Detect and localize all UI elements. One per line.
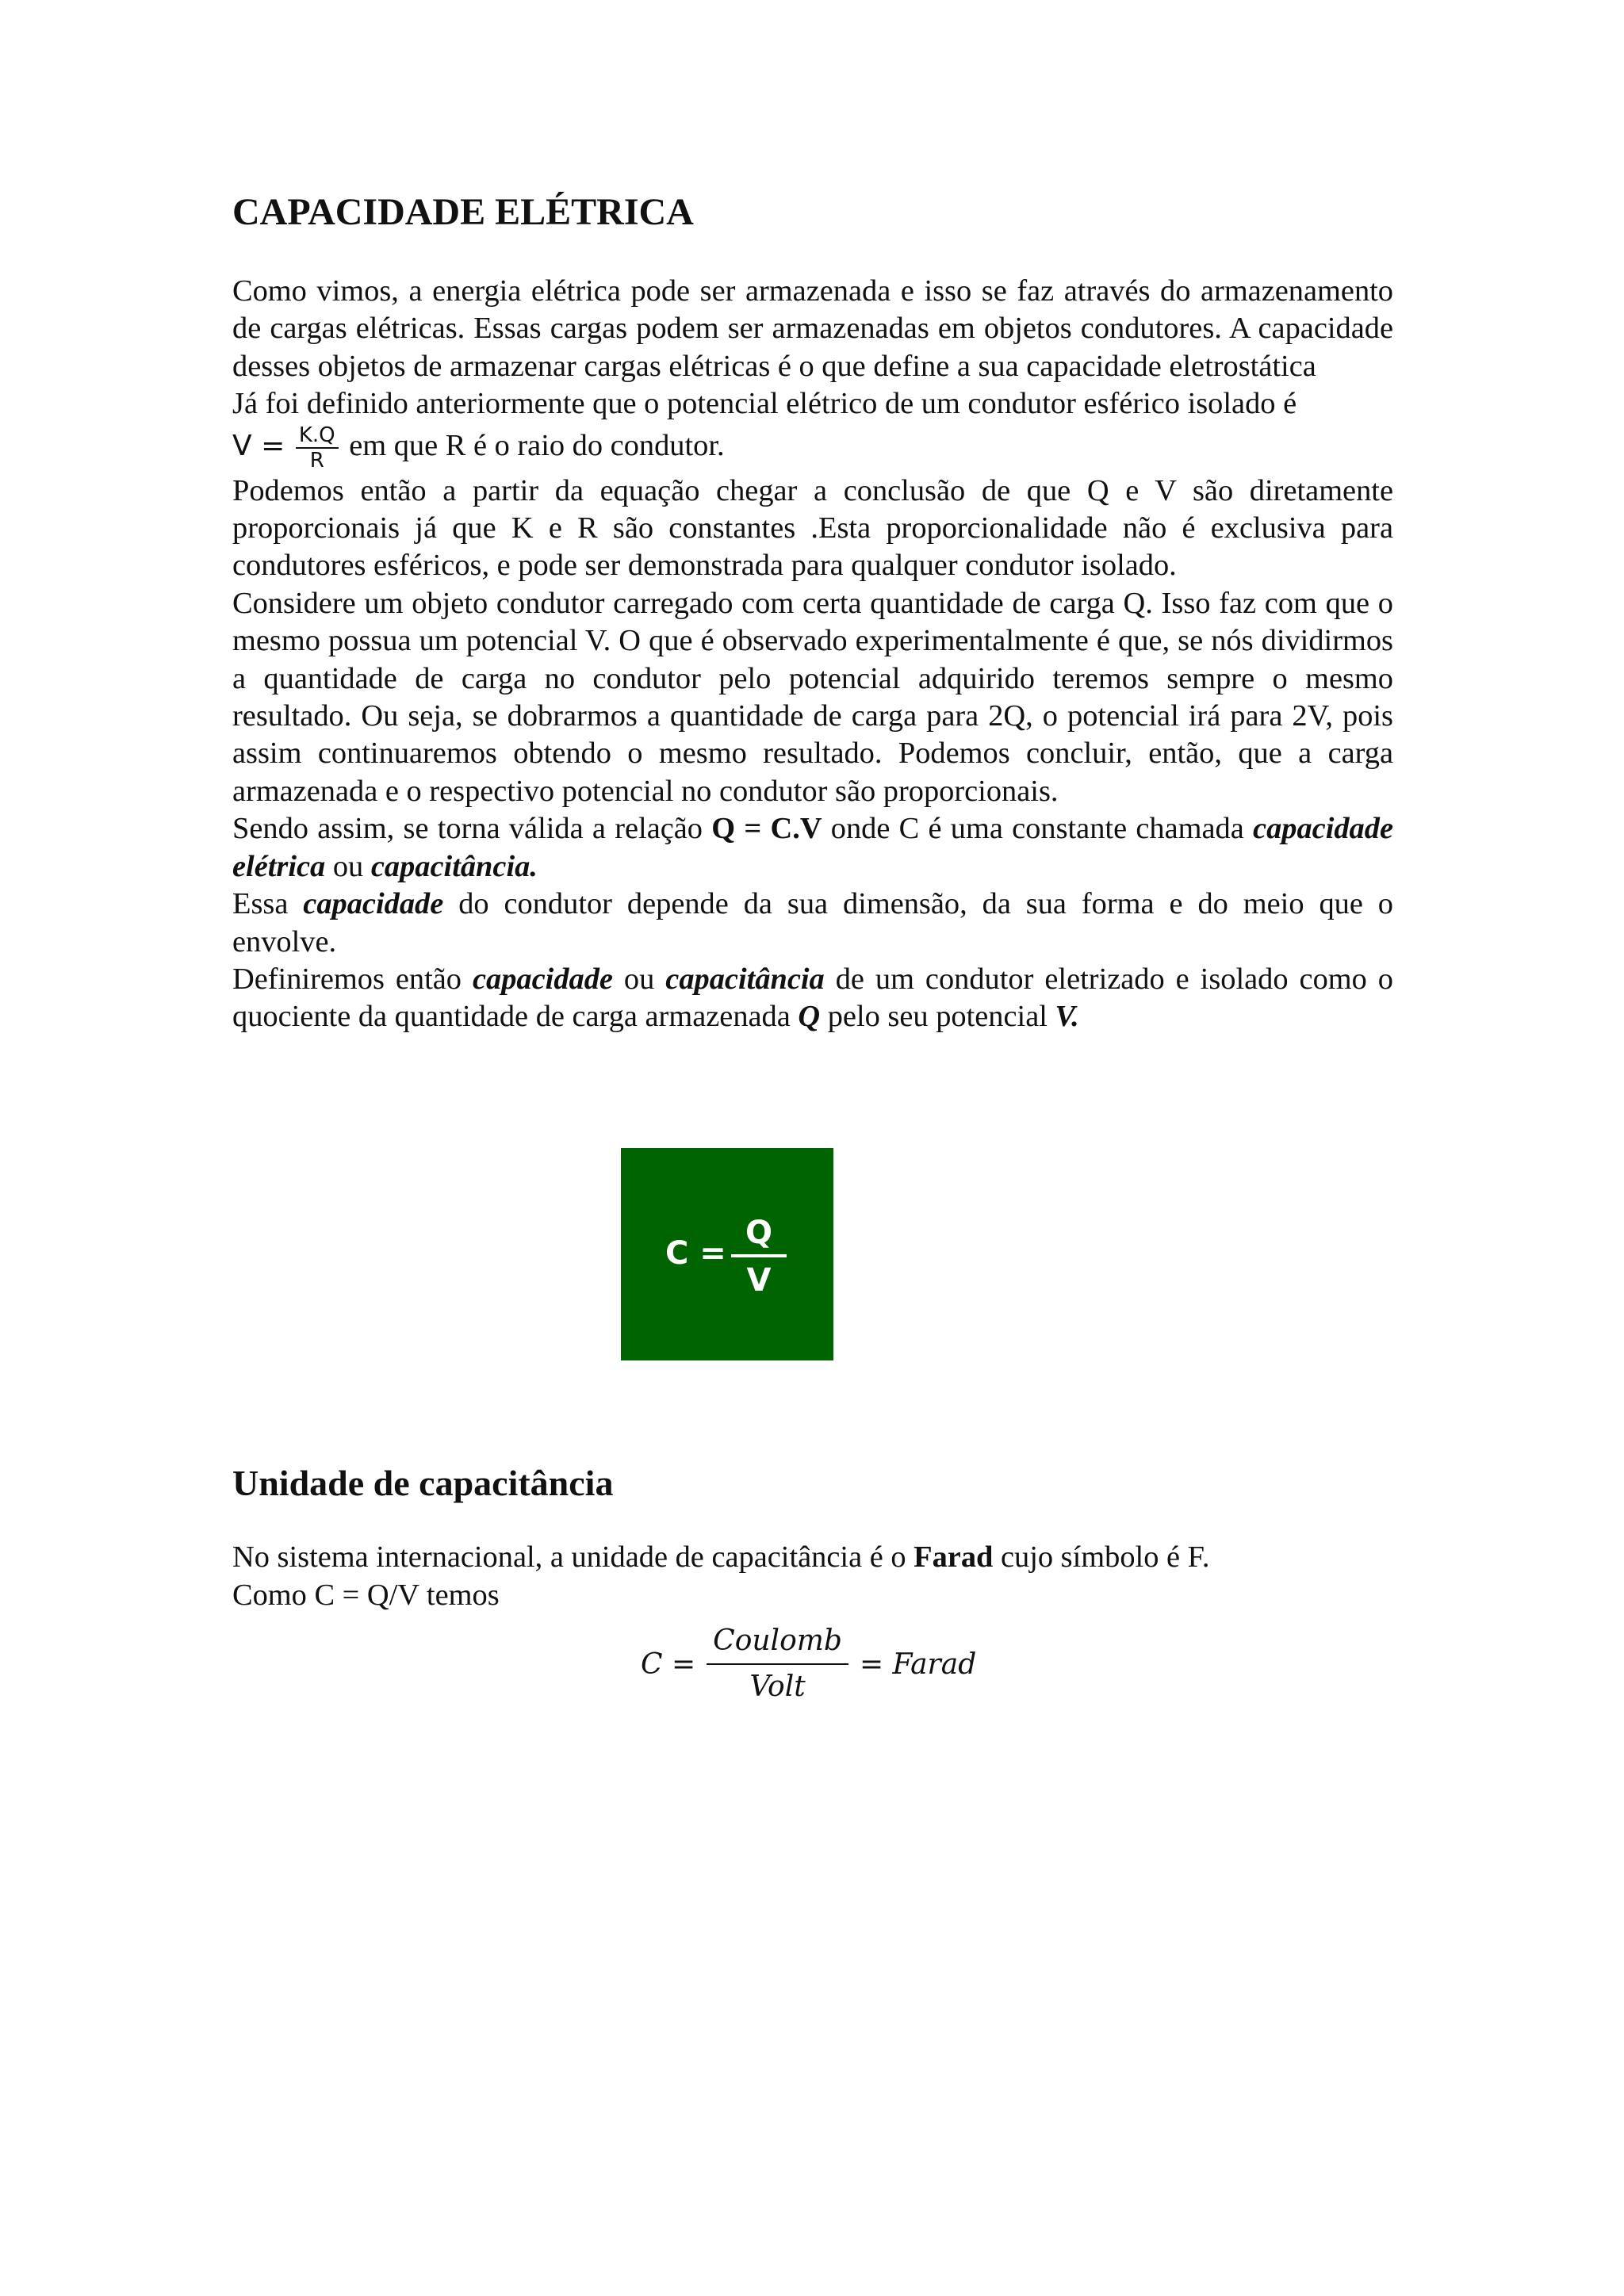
text-span: Essa xyxy=(232,887,304,921)
term-capacitancia: capacitância xyxy=(665,962,825,996)
fraction-bar xyxy=(731,1254,787,1257)
main-content xyxy=(232,189,1393,1036)
unit-line-1 xyxy=(232,1538,1393,1576)
fraction-denominator: R xyxy=(309,448,324,473)
symbol-v: V. xyxy=(1055,1000,1079,1034)
unit-text xyxy=(232,1538,1393,1614)
text-span: No sistema internacional, a unidade de capacitância é o xyxy=(232,1540,914,1574)
paragraph-dependence xyxy=(232,886,1393,961)
term-capacidade: capacidade xyxy=(303,887,444,921)
term-capacitancia: capacitância. xyxy=(370,849,538,883)
body-text xyxy=(232,273,1393,1036)
unit-line-2: Como C = Q/V temos xyxy=(232,1578,500,1612)
farad-formula-rhs: = Farad xyxy=(859,1647,977,1681)
text-span: Definiremos então xyxy=(232,962,473,996)
farad-formula xyxy=(641,1621,976,1708)
potential-equation-row xyxy=(232,423,1393,473)
paragraph-relation xyxy=(232,810,1393,886)
paragraph-intro: Como vimos, a energia elétrica pode ser armazenada e isso se faz através do armazenamento de cargas elétricas. Essas cargas podem ser armazenadas em objetos condutores. A capacidade desses objetos de armazenar cargas elétricas é o que define a sua capacidade eletrostática xyxy=(232,274,1393,383)
formula-lhs: C = xyxy=(665,1235,726,1272)
relation-formula: Q = C.V xyxy=(711,812,822,846)
page-title: CAPACIDADE ELÉTRICA xyxy=(232,191,694,233)
paragraph-experiment: Considere um objeto condutor carregado com certa quantidade de carga Q. Isso faz com que o mesmo possua um potencial V. O que é observado experimentalmente é que, se nós dividirmos a quantidade de carga no condutor pelo potencial adquirido teremos sempre o mesmo resultado. Ou seja, se dobrarmos a quantidade de carga para 2Q, o potencial irá para 2V, pois assim continuaremos obtendo o mesmo resultado. Podemos concluir, então, que a carga armazenada e o respectivo potencial no condutor são proporcionais. xyxy=(232,586,1393,808)
farad-formula-lhs: C = xyxy=(641,1647,696,1681)
unit-section xyxy=(232,1460,1393,1614)
equation-tail: em que R é o raio do condutor. xyxy=(349,428,725,462)
text-span: de um condutor eletrizado e isolado como o quociente da quantidade de carga armazenada xyxy=(232,962,1393,1034)
farad-formula-fraction xyxy=(707,1624,848,1705)
text-span: do condutor depende da sua dimensão, da sua forma e do meio que o envolve. xyxy=(232,887,1393,959)
unit-farad: Farad xyxy=(914,1540,994,1574)
text-span: cujo símbolo é F. xyxy=(993,1540,1210,1574)
equation-lhs: V = xyxy=(232,429,285,462)
symbol-q: Q xyxy=(798,1000,821,1034)
fraction-numerator: K.Q xyxy=(296,423,339,449)
section-heading: Unidade de capacitância xyxy=(232,1463,614,1503)
farad-formula-numerator: Coulomb xyxy=(707,1624,848,1665)
text-span: Sendo assim, se torna válida a relação xyxy=(232,812,712,846)
farad-formula-denominator: Volt xyxy=(749,1670,806,1703)
formula-fraction xyxy=(733,1215,784,1299)
text-span: ou xyxy=(612,962,666,996)
paragraph-proportional: Podemos então a partir da equação chegar a conclusão de que Q e V são diretamente proporcionais já que K e R são constantes .Esta proporcionalidade não é exclusiva para condutores esféricos, e pode ser demonstrada para qualquer condutor isolado. xyxy=(232,473,1393,583)
text-span: pelo seu potencial xyxy=(820,1000,1055,1034)
text-span: ou xyxy=(325,849,371,883)
equation-fraction xyxy=(296,423,339,473)
term-capacidade: capacidade xyxy=(472,962,613,996)
term-capacidade-eletrica: capacidade elétrica xyxy=(232,812,1393,883)
capacitance-formula-image xyxy=(621,1148,833,1360)
text-span: onde C é uma constante chamada xyxy=(822,812,1254,846)
formula-denominator: V xyxy=(746,1262,772,1299)
paragraph-potential: Já foi definido anteriormente que o potencial elétrico de um condutor esférico isolado é xyxy=(232,387,1297,421)
formula-numerator: Q xyxy=(745,1215,772,1251)
paragraph-definition xyxy=(232,961,1393,1036)
